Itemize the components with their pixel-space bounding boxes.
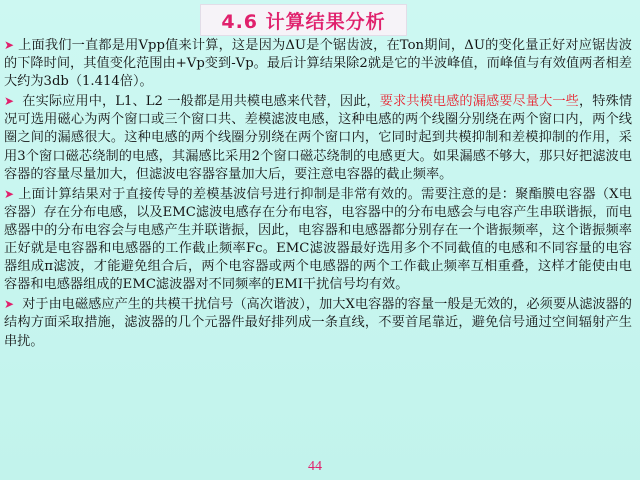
- bullet-arrow-icon: ➤: [4, 38, 15, 52]
- bullet-arrow-icon: ➤: [4, 297, 15, 312]
- page-number: 44: [308, 459, 322, 474]
- paragraph-2: [4, 92, 632, 183]
- bullet-arrow-icon: ➤: [4, 186, 15, 201]
- bullet-arrow-icon: ➤: [4, 94, 15, 109]
- paragraph-4: [4, 295, 632, 350]
- slide-title: 4.6 计算结果分析: [221, 10, 386, 33]
- paragraph-4-text: 对于由电磁感应产生的共模干扰信号（高次谐波），加大X电容器的容量一般是无效的，必须要从滤波器的结构方面采取措施，滤波器的几个元器件最好排列成一条直线，不要首尾靠近，避免信号通过空间辐射产生串扰。: [4, 297, 632, 349]
- paragraph-2-text-a: 在实际应用中，L1、L2 一般都是用共模电感来代替，因此，: [18, 94, 380, 110]
- paragraph-2-highlight: 要求共模电感的漏感要尽量大一些: [379, 94, 579, 110]
- paragraph-3: [4, 185, 632, 295]
- title-box: [200, 4, 407, 36]
- paragraph-3-text: 上面计算结果对于直接传导的差模基波信号进行抑制是非常有效的。需要注意的是：聚酯膜电容器（X电容器）存在分布电感，以及EMC滤波电感存在分布电容，电容器中的分布电感会与电容产生串联谐振，而电感器中的分布电容会与电感产生并联谐振，因此，电容器和电感器都分别存在一个谐振频率，这个谐振频率正好就是电容器和电感器的工作截止频率Fc。EMC滤波器最好选用多个不同截值的电感和不同容量的电容器组成π滤波，才能避免组合后，两个电容器或两个电感器的两个工作截止频率互相重叠，这样才能使由电容器和电感器组成的EMC滤波器对不同频率的EMI干扰信号均有效。: [4, 186, 632, 293]
- paragraph-2-text-b: ，特殊情况可选用磁心为两个窗口或三个窗口共、差模滤波电感，这种电感的两个线圈分别绕在两个窗口内，两个线圈之间的漏感很大。这种电感的两个线圈分别绕在两个窗口内，它同时起到共模抑制和差模抑制的作用，采用3个窗口磁芯绕制的电感，其漏感比采用2个窗口磁芯绕制的电感更大。如果漏感不够大，那只好把滤波电容器的容量尽量加大，但滤波电容器容量加大后，要注意电容器的截止频率。: [4, 94, 633, 182]
- content-area: [4, 36, 632, 352]
- paragraph-1: [4, 36, 632, 91]
- paragraph-1-text: 上面我们一直都是用Vpp值来计算，这是因为ΔU是个锯齿波，在Ton期间，ΔU的变化量正好对应锯齿波的下降时间，其值变化范围由+Vp变到-Vp。最后计算结果除2就是它的半波峰值，而峰值与有效值两者相差大约为3db（1.414倍）。: [4, 38, 632, 90]
